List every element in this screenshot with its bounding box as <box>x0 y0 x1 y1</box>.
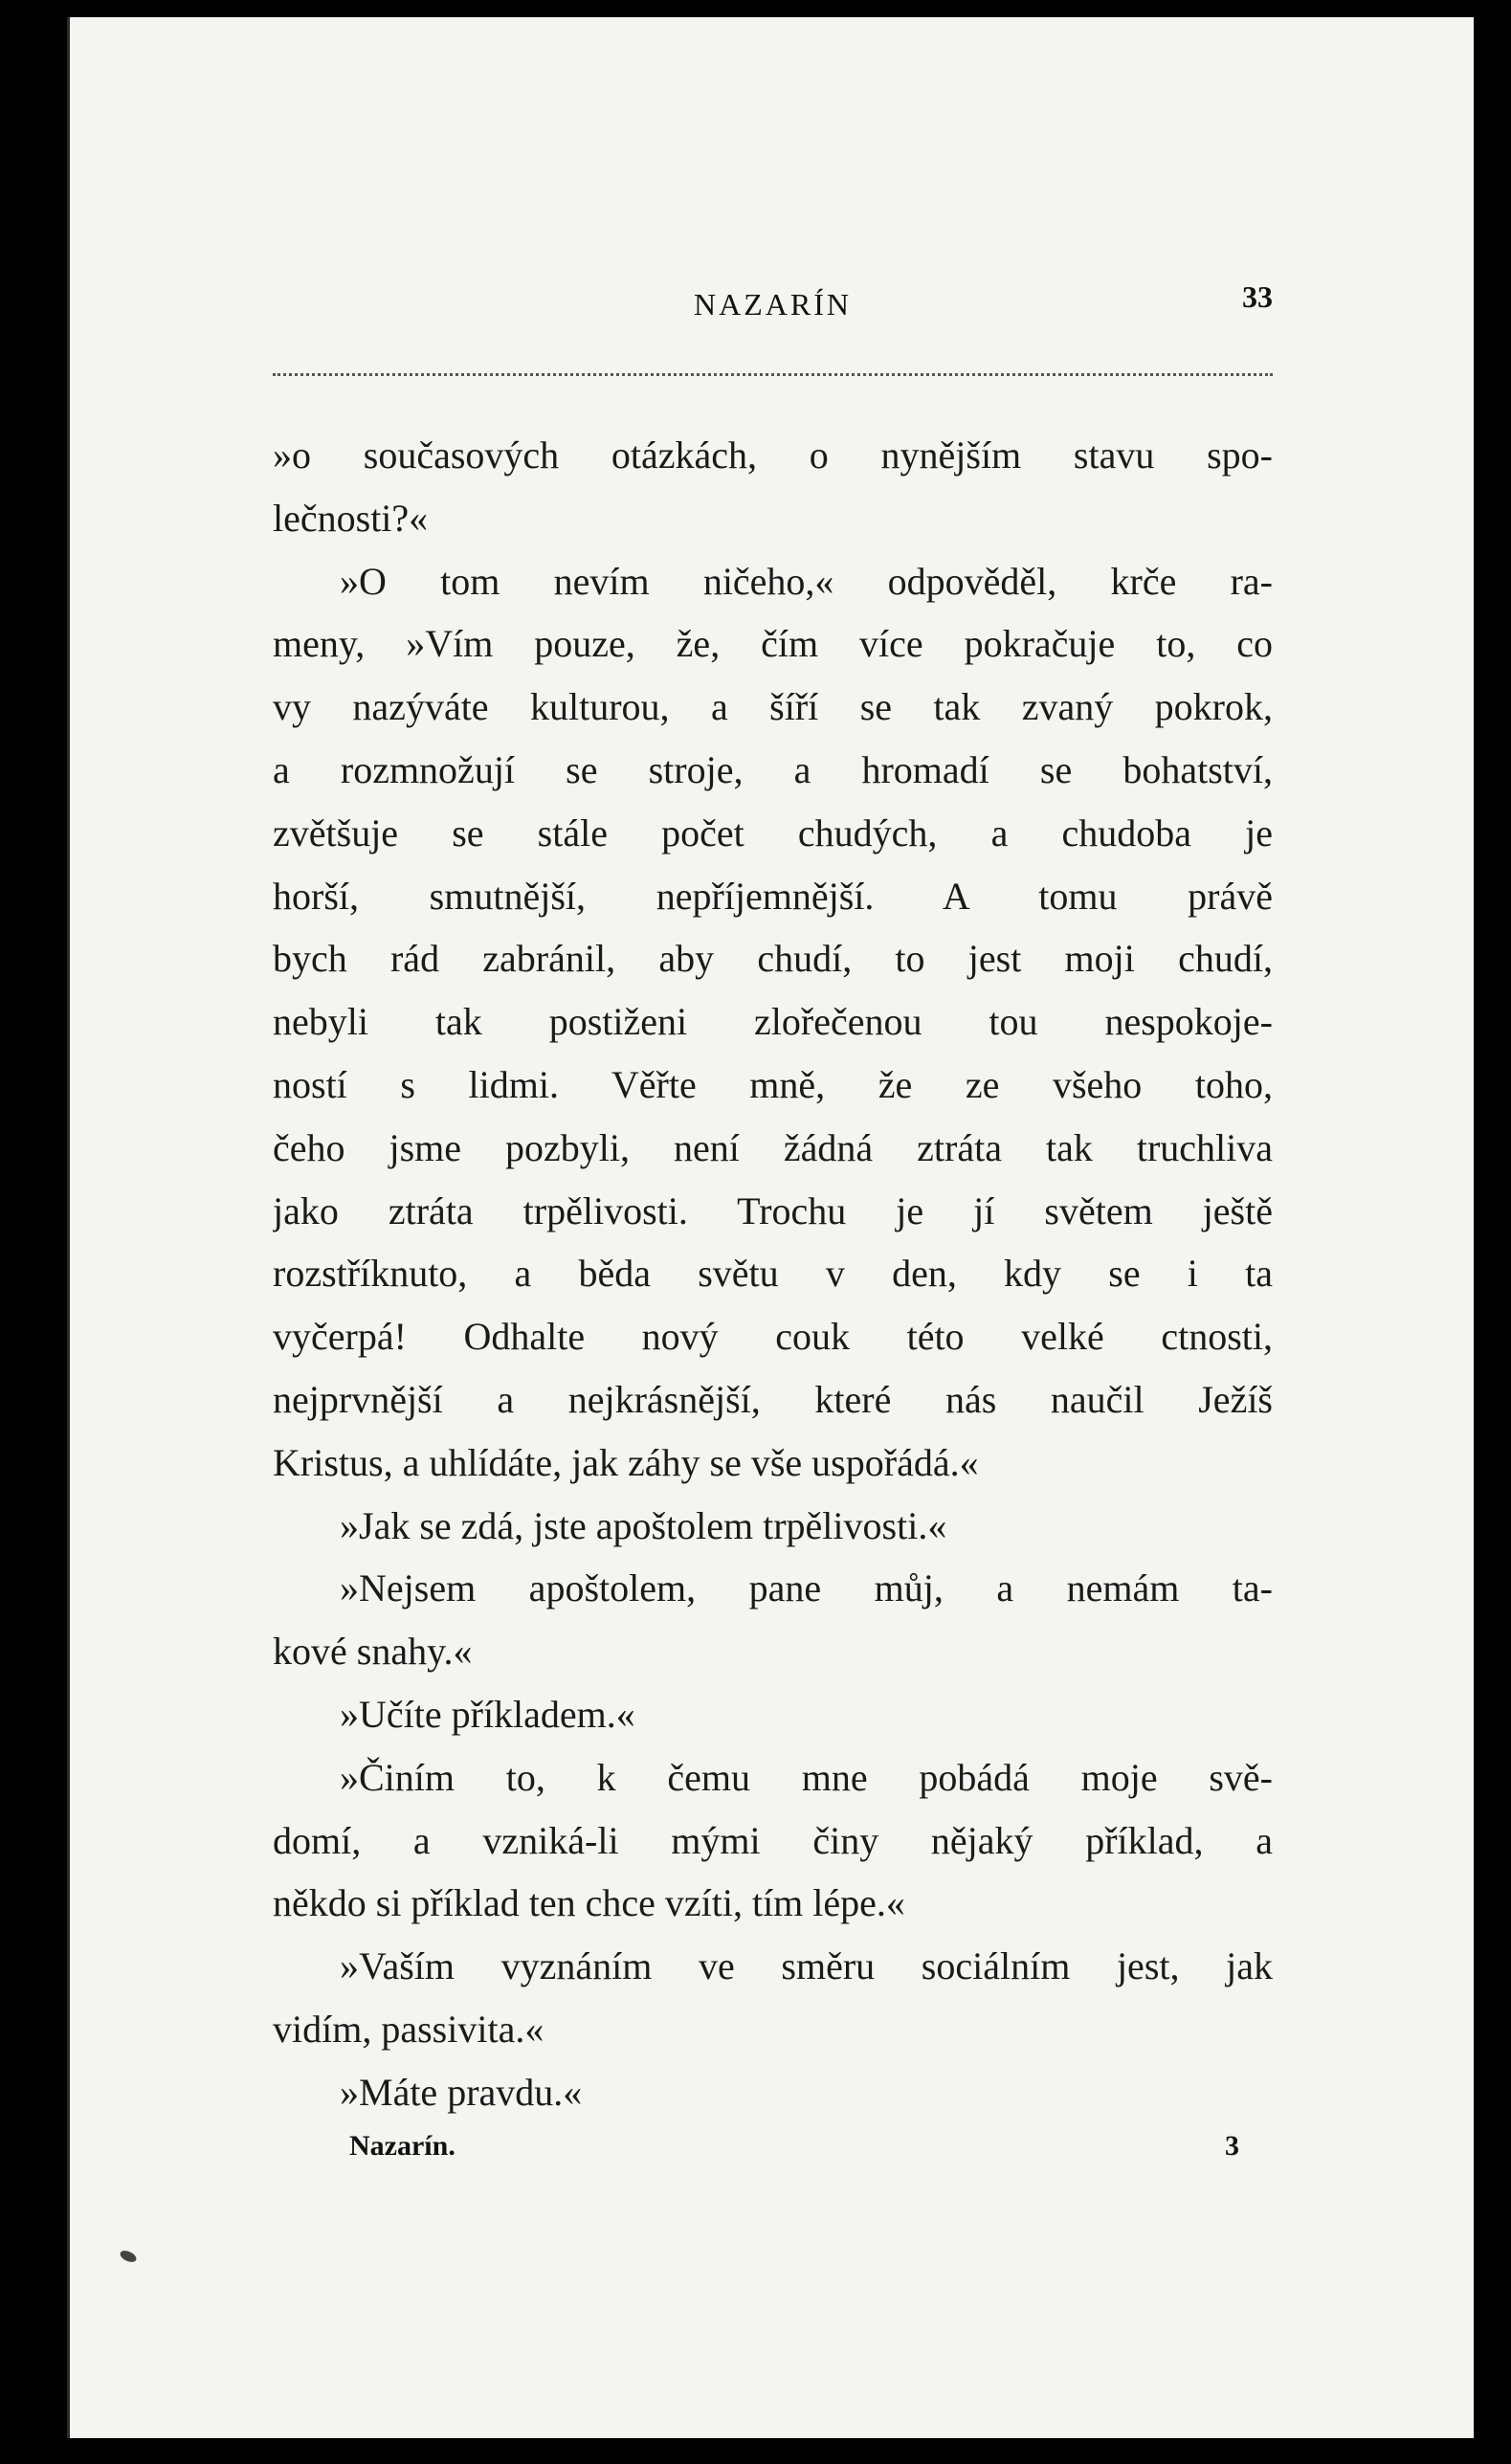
text-line: ností s lidmi. Věřte mně, že ze všeho toho, <box>273 1062 1273 1106</box>
page-number: 33 <box>1242 279 1273 314</box>
ink-speck <box>119 2249 139 2265</box>
text-line: čeho jsme pozbyli, není žádná ztráta tak truchliva <box>273 1125 1273 1169</box>
text-line: »Jak se zdá, jste apoštolem trpělivosti.« <box>340 1503 947 1547</box>
running-title: NAZARÍN <box>694 287 852 322</box>
text-line: domí, a vzniká-li mými činy nějaký příklad, a <box>273 1818 1273 1862</box>
text-line: rozstříknuto, a běda světu v den, kdy se i ta <box>273 1252 1273 1296</box>
page-edge <box>67 17 70 2438</box>
text-line: bych rád zabránil, aby chudí, to jest moji chudí, <box>273 937 1273 981</box>
text-line: »Nejsem apoštolem, pane můj, a nemám ta- <box>340 1566 1273 1610</box>
text-line: někdo si příklad ten chce vzíti, tím lépe.« <box>273 1881 905 1925</box>
text-line: lečnosti?« <box>273 496 429 540</box>
page-header <box>273 279 1273 344</box>
text-line: »o současových otázkách, o nynějším stavu spo- <box>273 433 1273 477</box>
header-rule <box>273 373 1273 376</box>
text-line: meny, »Vím pouze, že, čím více pokračuje to, co <box>273 622 1273 666</box>
text-line: nebyli tak postiženi zlořečenou tou nespokoje- <box>273 1000 1273 1044</box>
text-line: vyčerpá! Odhalte nový couk této velké ctnosti, <box>273 1315 1273 1359</box>
book-page <box>67 17 1474 2438</box>
text-line: »O tom nevím ničeho,« odpověděl, krče ra- <box>340 559 1273 603</box>
text-line: Kristus, a uhlídáte, jak záhy se vše uspořádá.« <box>273 1440 979 1484</box>
text-line: zvětšuje se stále počet chudých, a chudoba je <box>273 810 1273 855</box>
text-line: vidím, passivita.« <box>273 2007 544 2051</box>
text-line: »Vaším vyznáním ve směru sociálním jest, jak <box>340 1944 1273 1988</box>
text-line: »Činím to, k čemu mne pobádá moje svě- <box>340 1755 1273 1799</box>
text-line: vy nazýváte kulturou, a šíří se tak zvaný pokrok, <box>273 685 1273 729</box>
signature-number: 3 <box>1225 2130 1239 2162</box>
text-line: »Učíte příkladem.« <box>340 1692 635 1736</box>
body-text <box>273 424 1273 2124</box>
text-line: kové snahy.« <box>273 1630 473 1674</box>
signature-mark: Nazarín. <box>349 2130 456 2162</box>
text-line: jako ztráta trpělivosti. Trochu je jí světem ještě <box>273 1188 1273 1232</box>
text-line: a rozmnožují se stroje, a hromadí se bohatství, <box>273 747 1273 791</box>
page-footer <box>273 2130 1273 2178</box>
text-line: horší, smutnější, nepříjemnější. A tomu právě <box>273 874 1273 918</box>
text-line: »Máte pravdu.« <box>340 2070 583 2114</box>
text-line: nejprvnější a nejkrásnější, které nás naučil Ježíš <box>273 1377 1273 1421</box>
